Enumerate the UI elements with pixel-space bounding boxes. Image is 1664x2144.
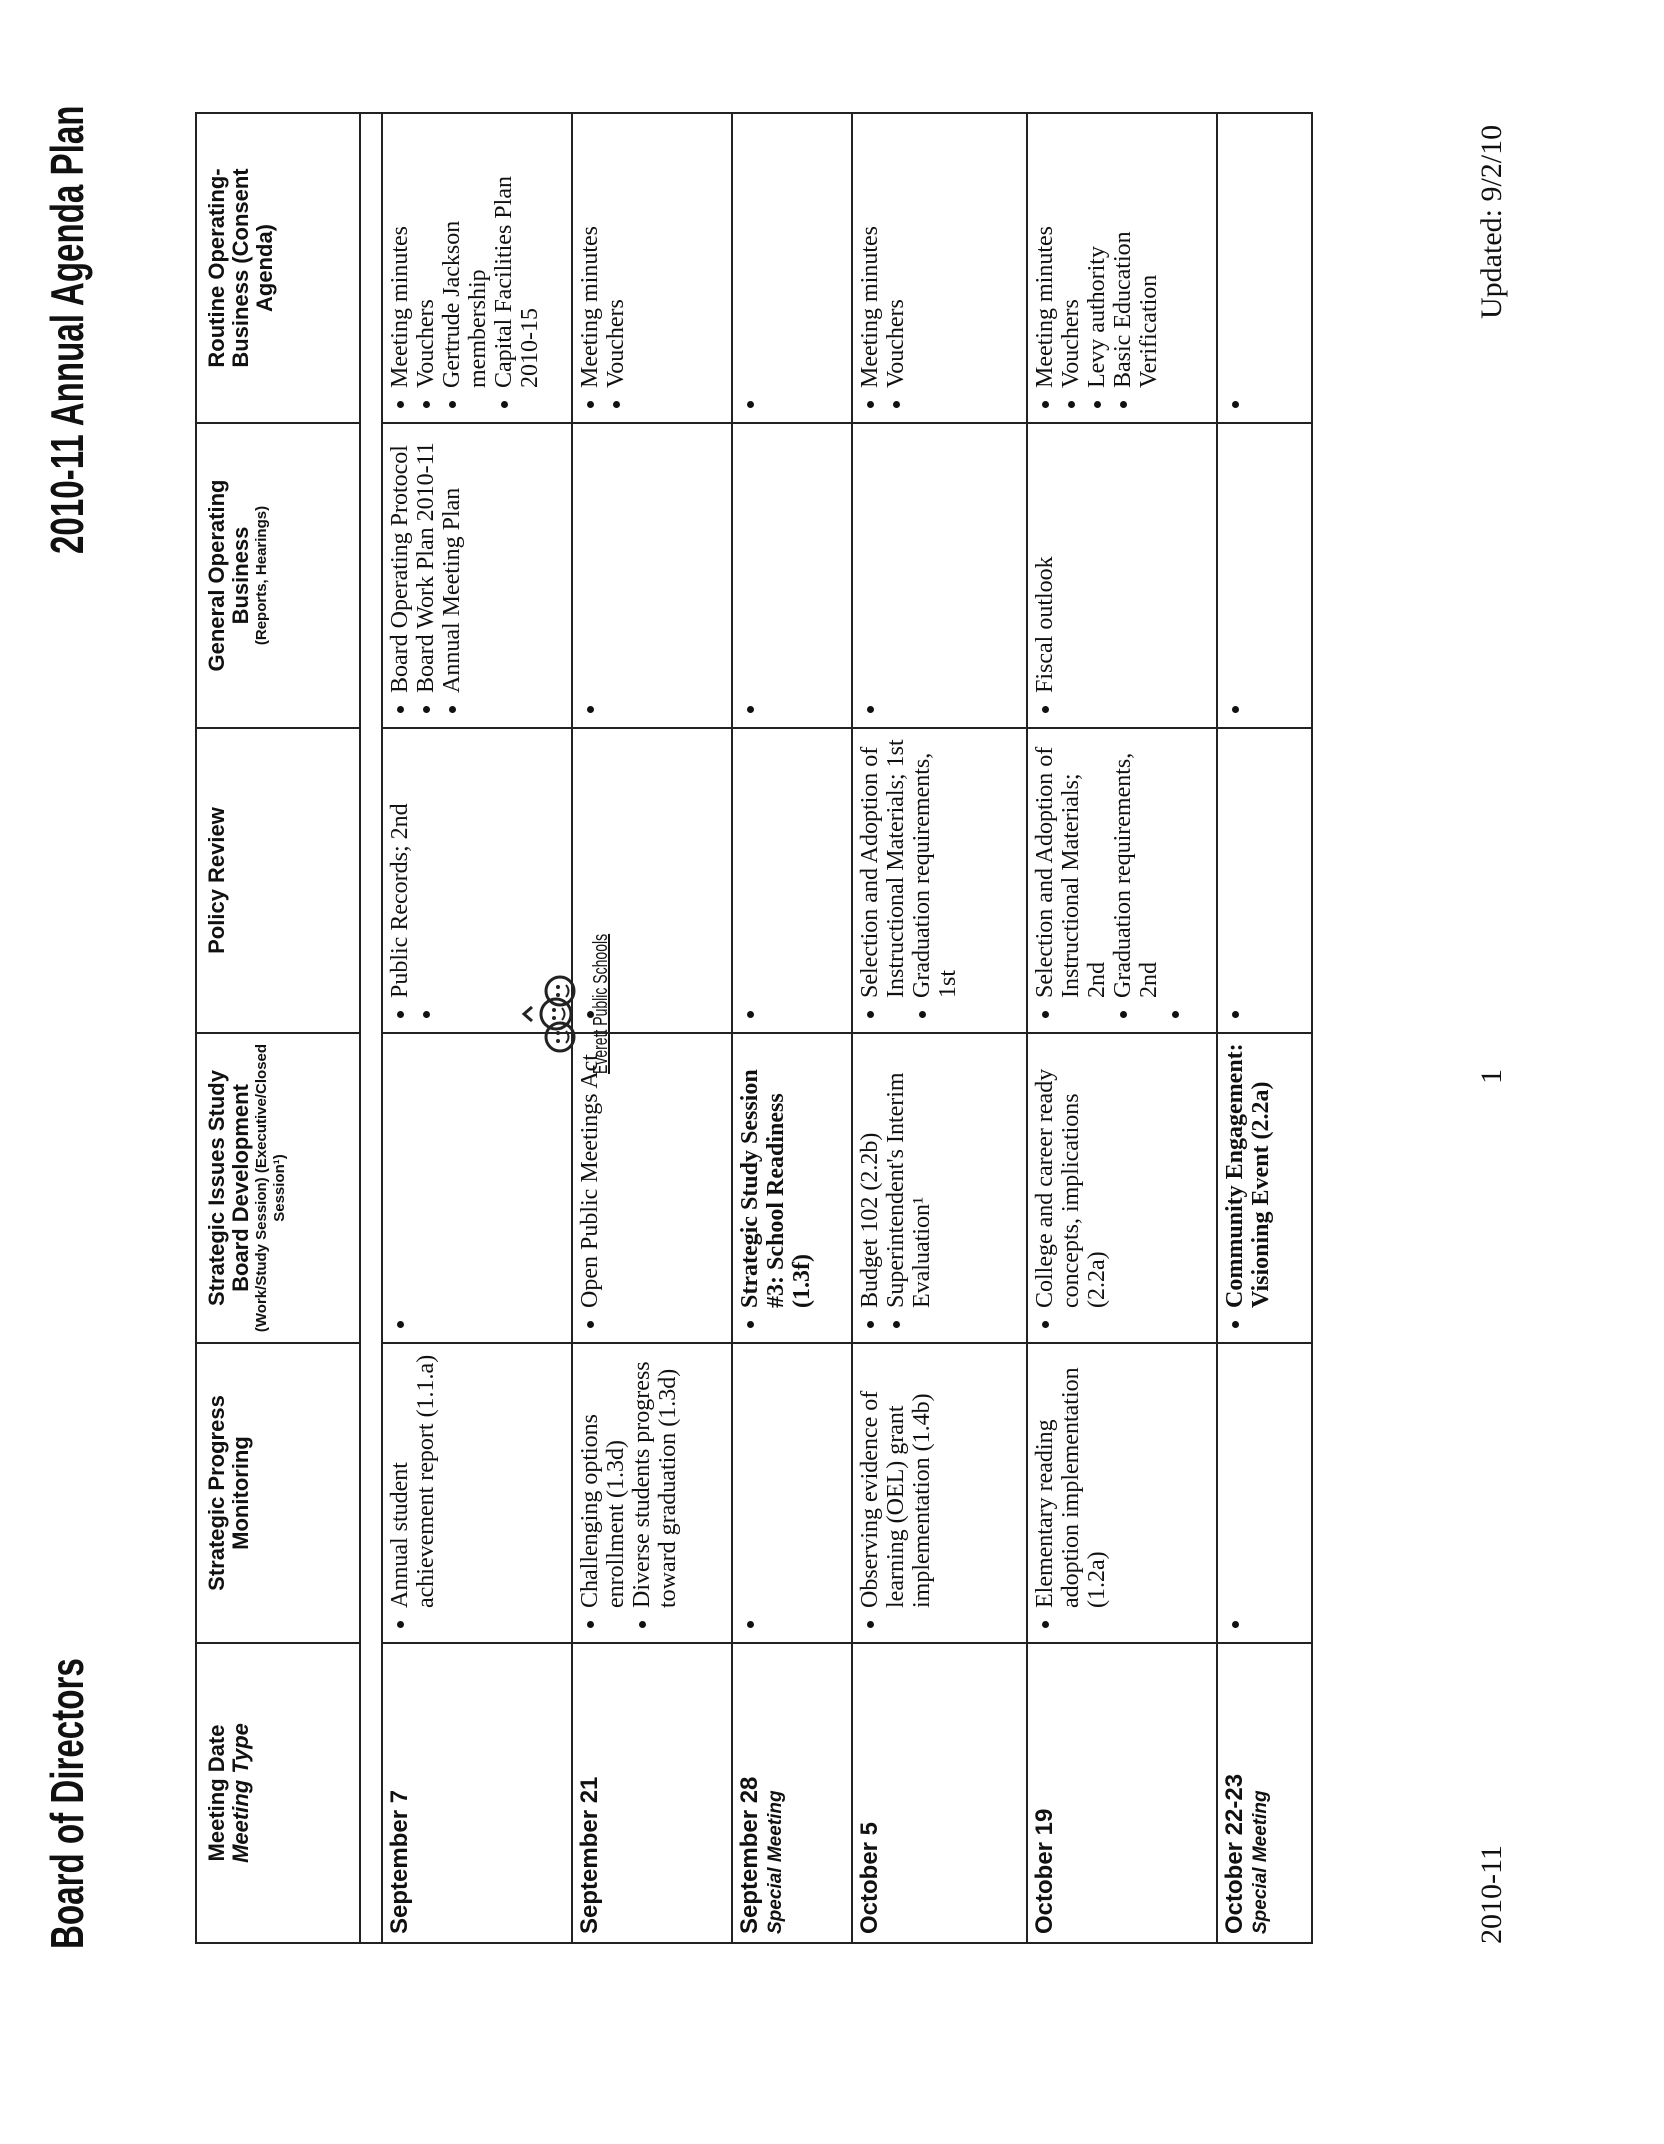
- list-item: • Annual student achievement report (1.1.a): [387, 1352, 439, 1608]
- logo-caption: Everett Public Schools: [590, 933, 612, 1074]
- general-list: [857, 432, 883, 719]
- routine-list: [1032, 122, 1162, 414]
- meeting-date-cell: [1027, 1643, 1217, 1943]
- column-title: Strategic Progress Monitoring: [204, 1395, 253, 1591]
- list-item: • Diverse students progress toward graduation (1.3d): [629, 1352, 681, 1608]
- strategic-list: [1222, 1042, 1274, 1334]
- column-subtitle: Meeting Type: [228, 1723, 253, 1863]
- policy-list: [577, 737, 603, 1024]
- routine-cell: [1027, 113, 1217, 423]
- table-row: [732, 113, 852, 1943]
- policy-list: [1222, 737, 1248, 1024]
- list-item: [1162, 737, 1188, 998]
- header-spacer: [360, 113, 382, 1943]
- list-item: • Meeting minutes: [857, 122, 883, 388]
- list-item: • Board Work Plan 2010-11: [413, 432, 439, 693]
- list-item: • Community Engagement: Visioning Event (2.2a): [1222, 1042, 1274, 1308]
- list-item: [413, 737, 439, 998]
- plan-title: 2010-11 Annual Agenda Plan: [41, 105, 93, 554]
- routine-cell: [382, 113, 572, 423]
- list-item: [577, 432, 603, 693]
- progress-list: [387, 1352, 439, 1634]
- meeting-date: September 7: [386, 1789, 413, 1934]
- policy-cell: [572, 728, 732, 1033]
- strategic-cell: [382, 1033, 572, 1343]
- list-item: • Selection and Adoption of Instructional Materials; 1st: [857, 737, 909, 998]
- column-title: Strategic Issues Study Board Development: [204, 1070, 253, 1306]
- list-item: [1222, 432, 1248, 693]
- column-header-routine: [196, 113, 360, 423]
- table-row: [572, 113, 732, 1943]
- general-cell: [732, 423, 852, 728]
- general-cell: [852, 423, 1027, 728]
- column-title: Meeting Date: [204, 1724, 229, 1862]
- updated-date: Updated: 9/2/10: [1475, 124, 1508, 319]
- policy-cell: [1027, 728, 1217, 1033]
- list-item: • Strategic Study Session #3: School Readiness (1.3f): [737, 1042, 815, 1308]
- policy-list: [387, 737, 439, 1024]
- routine-cell: [732, 113, 852, 423]
- list-item: • Graduation requirements, 2nd: [1110, 737, 1162, 998]
- list-item: [857, 432, 883, 693]
- progress-cell: [382, 1343, 572, 1643]
- policy-list: [1032, 737, 1188, 1024]
- general-list: [577, 432, 603, 719]
- policy-list: [857, 737, 961, 1024]
- list-item: • Superintendent's Interim Evaluation¹: [883, 1042, 935, 1308]
- list-item: • Gertrude Jackson membership: [439, 122, 491, 388]
- page-number: 1: [1475, 1069, 1508, 1084]
- progress-list: [1032, 1352, 1110, 1634]
- board-title: Board of Directors: [41, 1658, 93, 1949]
- routine-list: [857, 122, 909, 414]
- meeting-date-cell: [382, 1643, 572, 1943]
- routine-list: [577, 122, 629, 414]
- routine-list: [737, 122, 763, 414]
- policy-cell: [382, 728, 572, 1033]
- list-item: [737, 432, 763, 693]
- table-row: [1027, 113, 1217, 1943]
- list-item: • Vouchers: [413, 122, 439, 388]
- list-item: [1222, 1352, 1248, 1608]
- strategic-cell: [1027, 1033, 1217, 1343]
- list-item: [737, 122, 763, 388]
- policy-cell: [1217, 728, 1312, 1033]
- list-item: • Budget 102 (2.2b): [857, 1042, 883, 1308]
- agenda-body: [360, 113, 1312, 1943]
- list-item: • Vouchers: [1058, 122, 1084, 388]
- column-header-general: [196, 423, 360, 728]
- list-item: • Selection and Adoption of Instructional Materials; 2nd: [1032, 737, 1110, 998]
- progress-cell: [572, 1343, 732, 1643]
- general-list: [737, 432, 763, 719]
- agenda-table: [195, 112, 1313, 1944]
- strategic-list: [737, 1042, 815, 1334]
- policy-list: [737, 737, 763, 1024]
- list-item: • Meeting minutes: [577, 122, 603, 388]
- strategic-cell: [852, 1033, 1027, 1343]
- meeting-date-cell: [732, 1643, 852, 1943]
- list-item: [1222, 122, 1248, 388]
- list-item: • Public Records; 2nd: [387, 737, 413, 998]
- list-item: • Open Public Meetings Act: [577, 1042, 603, 1308]
- list-item: • Graduation requirements, 1st: [909, 737, 961, 998]
- column-header-meeting-date: [196, 1643, 360, 1943]
- table-row: [1217, 113, 1312, 1943]
- routine-list: [387, 122, 543, 414]
- meeting-type: Special Meeting: [1250, 1790, 1271, 1934]
- list-item: • Observing evidence of learning (OEL) grant implementation (1.4b): [857, 1352, 935, 1608]
- meeting-date: October 19: [1031, 1808, 1058, 1934]
- general-cell: [1027, 423, 1217, 728]
- list-item: [737, 1352, 763, 1608]
- strategic-list: [577, 1042, 603, 1334]
- list-item: [387, 1042, 413, 1308]
- meeting-date: October 22-23: [1221, 1773, 1248, 1934]
- column-title: General Operating Business: [204, 479, 253, 672]
- strategic-list: [387, 1042, 413, 1334]
- column-subtitle: (Work/Study Session) (Executive/Closed Session¹): [253, 1043, 288, 1333]
- list-item: • Elementary reading adoption implementation (1.2a): [1032, 1352, 1110, 1608]
- meeting-date-cell: [1217, 1643, 1312, 1943]
- column-title: Routine Operating-Business (Consent Agenda): [204, 168, 277, 368]
- meeting-date: October 5: [856, 1821, 883, 1934]
- list-item: • Vouchers: [603, 122, 629, 388]
- list-item: • Meeting minutes: [387, 122, 413, 388]
- general-list: [1032, 432, 1058, 719]
- list-item: • Basic Education Verification: [1110, 122, 1162, 388]
- list-item: [1222, 737, 1248, 998]
- strategic-cell: [732, 1033, 852, 1343]
- column-header-policy: [196, 728, 360, 1033]
- meeting-type: Special Meeting: [765, 1790, 786, 1934]
- list-item: [737, 737, 763, 998]
- general-cell: [572, 423, 732, 728]
- progress-cell: [732, 1343, 852, 1643]
- column-header-progress: [196, 1343, 360, 1643]
- routine-cell: [1217, 113, 1312, 423]
- progress-cell: [1217, 1343, 1312, 1643]
- routine-list: [1222, 122, 1248, 414]
- policy-cell: [852, 728, 1027, 1033]
- list-item: [577, 737, 603, 998]
- column-title: Policy Review: [204, 807, 229, 954]
- progress-list: [1222, 1352, 1248, 1634]
- footer-year: 2010-11: [1475, 1845, 1508, 1944]
- list-item: • Vouchers: [883, 122, 909, 388]
- strategic-list: [1032, 1042, 1110, 1334]
- progress-list: [577, 1352, 681, 1634]
- table-row: [852, 113, 1027, 1943]
- routine-cell: [572, 113, 732, 423]
- meeting-date-cell: [572, 1643, 732, 1943]
- progress-list: [737, 1352, 763, 1634]
- general-list: [387, 432, 465, 719]
- meeting-date-cell: [852, 1643, 1027, 1943]
- meeting-date: September 21: [576, 1776, 603, 1934]
- general-list: [1222, 432, 1248, 719]
- column-header-strategic: [196, 1033, 360, 1343]
- list-item: • Meeting minutes: [1032, 122, 1058, 388]
- routine-cell: [852, 113, 1027, 423]
- list-item: • College and career ready concepts, implications (2.2a): [1032, 1042, 1110, 1308]
- progress-cell: [852, 1343, 1027, 1643]
- meeting-date: September 28: [736, 1776, 763, 1934]
- strategic-cell: [1217, 1033, 1312, 1343]
- progress-cell: [1027, 1343, 1217, 1643]
- table-row: [382, 113, 572, 1943]
- strategic-list: [857, 1042, 935, 1334]
- strategic-cell: [572, 1033, 732, 1343]
- list-item: • Levy authority: [1084, 122, 1110, 388]
- column-subtitle: (Reports, Hearings): [253, 505, 270, 646]
- table-header-row: [196, 113, 360, 1943]
- list-item: • Board Operating Protocol: [387, 432, 413, 693]
- progress-list: [857, 1352, 935, 1634]
- list-item: • Fiscal outlook: [1032, 432, 1058, 693]
- list-item: • Annual Meeting Plan: [439, 432, 465, 693]
- general-cell: [1217, 423, 1312, 728]
- list-item: • Capital Facilities Plan 2010-15: [491, 122, 543, 388]
- policy-cell: [732, 728, 852, 1033]
- list-item: • Challenging options enrollment (1.3d): [577, 1352, 629, 1608]
- general-cell: [382, 423, 572, 728]
